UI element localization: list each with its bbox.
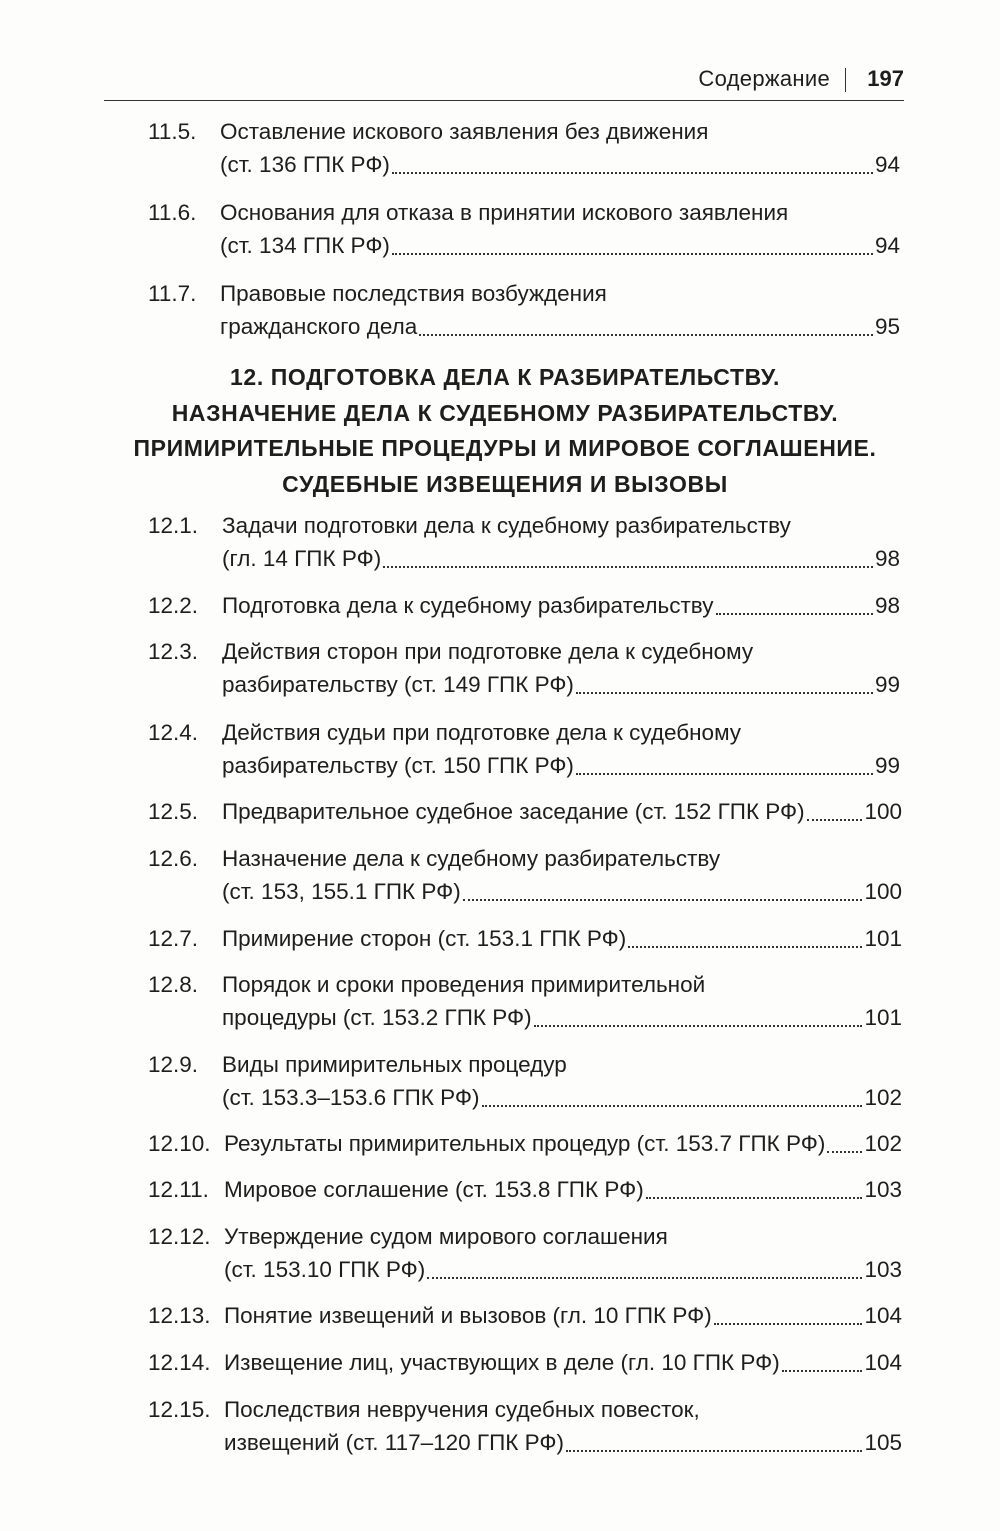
dot-leader — [392, 172, 873, 174]
entry-page-number: 104 — [864, 1350, 902, 1375]
entry-page-number: 105 — [864, 1430, 902, 1455]
entry-number: 12.2. — [148, 593, 199, 618]
entry-title: Виды примирительных процедур — [222, 1052, 567, 1077]
entry-number: 11.6. — [148, 200, 197, 225]
heading-line: ПРИМИРИТЕЛЬНЫЕ ПРОЦЕДУРЫ И МИРОВОЕ СОГЛАШЕНИЕ. — [133, 435, 877, 461]
entry-number: 12.9. — [148, 1052, 199, 1077]
dot-leader — [534, 1025, 863, 1027]
heading-line: 12. ПОДГОТОВКА ДЕЛА К РАЗБИРАТЕЛЬСТВУ. — [230, 364, 780, 390]
dot-leader — [646, 1197, 863, 1199]
entry-title: Утверждение судом мирового соглашения — [224, 1224, 668, 1249]
dot-leader — [392, 253, 873, 255]
entry-number: 12.7. — [148, 926, 199, 951]
entry-number: 12.3. — [148, 639, 199, 664]
entry-page-number: 99 — [874, 672, 900, 697]
entry-page-number: 99 — [874, 753, 900, 778]
entry-title-continuation: процедуры (ст. 153.2 ГПК РФ) — [222, 1005, 532, 1030]
dot-leader — [383, 566, 873, 568]
running-header — [104, 66, 904, 101]
entry-title: Действия судьи при подготовке дела к судебному — [222, 720, 742, 745]
entry-title: Оставление искового заявления без движения — [220, 119, 709, 144]
entry-title: Извещение лиц, участвующих в деле (гл. 10 ГПК РФ) — [224, 1350, 780, 1375]
entry-page-number: 95 — [874, 314, 900, 339]
entry-number: 12.5. — [148, 799, 199, 824]
entry-title: Подготовка дела к судебному разбирательству — [222, 593, 714, 618]
entry-title: Примирение сторон (ст. 153.1 ГПК РФ) — [222, 926, 627, 951]
entry-title: Результаты примирительных процедур (ст. 153.7 ГПК РФ) — [224, 1131, 826, 1156]
dot-leader — [827, 1151, 862, 1153]
entry-title: Предварительное судебное заседание (ст. 152 ГПК РФ) — [222, 799, 805, 824]
entry-page-number: 94 — [874, 233, 900, 258]
entry-number: 12.14. — [148, 1350, 211, 1375]
dot-leader — [576, 773, 873, 775]
entry-title-continuation: (гл. 14 ГПК РФ) — [222, 546, 382, 571]
dot-leader — [782, 1370, 863, 1372]
entry-title-continuation: (ст. 153.3–153.6 ГПК РФ) — [222, 1085, 480, 1110]
dot-leader — [566, 1450, 862, 1452]
entry-number: 12.13. — [148, 1303, 211, 1328]
entry-number: 12.8. — [148, 972, 199, 997]
dot-leader — [482, 1105, 863, 1107]
entry-page-number: 103 — [864, 1257, 902, 1282]
entry-title: Порядок и сроки проведения примирительной — [222, 972, 706, 997]
entry-number: 12.1. — [148, 513, 199, 538]
entry-number: 12.4. — [148, 720, 199, 745]
dot-leader — [714, 1323, 863, 1325]
entry-title: Понятие извещений и вызовов (гл. 10 ГПК РФ) — [224, 1303, 712, 1328]
entry-number: 12.15. — [148, 1397, 211, 1422]
dot-leader — [419, 334, 873, 336]
header-title: Содержание — [698, 66, 830, 91]
dot-leader — [628, 946, 862, 948]
dot-leader — [807, 819, 863, 821]
entry-page-number: 100 — [864, 799, 902, 824]
entry-page-number: 103 — [864, 1177, 902, 1202]
entry-number: 12.12. — [148, 1224, 211, 1249]
entry-title-continuation: (ст. 153.10 ГПК РФ) — [224, 1257, 426, 1282]
entry-title-continuation: извещений (ст. 117–120 ГПК РФ) — [224, 1430, 564, 1455]
entry-number: 11.5. — [148, 119, 197, 144]
entry-page-number: 98 — [874, 546, 900, 571]
heading-line: СУДЕБНЫЕ ИЗВЕЩЕНИЯ И ВЫЗОВЫ — [282, 470, 728, 497]
heading-line: НАЗНАЧЕНИЕ ДЕЛА К СУДЕБНОМУ РАЗБИРАТЕЛЬСТВУ. — [171, 399, 839, 426]
entry-title-continuation: гражданского дела — [220, 314, 418, 339]
entry-title: Назначение дела к судебному разбирательству — [222, 846, 721, 871]
entry-title: Задачи подготовки дела к судебному разбирательству — [222, 513, 791, 538]
entry-title-continuation: (ст. 136 ГПК РФ) — [220, 152, 390, 177]
entry-title: Правовые последствия возбуждения — [220, 281, 607, 306]
entry-page-number: 101 — [864, 926, 902, 951]
entry-number: 11.7. — [148, 281, 197, 306]
entry-title: Основания для отказа в принятии искового заявления — [220, 200, 789, 225]
entry-page-number: 94 — [874, 152, 900, 177]
dot-leader — [716, 613, 873, 615]
section-12-heading — [100, 360, 910, 502]
entry-page-number: 101 — [864, 1005, 902, 1030]
entry-page-number: 98 — [874, 593, 900, 618]
entry-title: Мировое соглашение (ст. 153.8 ГПК РФ) — [224, 1177, 644, 1202]
entry-title-continuation: (ст. 134 ГПК РФ) — [220, 233, 390, 258]
entry-title-continuation: (ст. 153, 155.1 ГПК РФ) — [222, 879, 461, 904]
entry-number: 12.10. — [148, 1131, 211, 1156]
dot-leader — [463, 899, 863, 901]
entry-page-number: 102 — [864, 1131, 902, 1156]
entry-title-continuation: разбирательству (ст. 149 ГПК РФ) — [222, 672, 574, 697]
header-separator — [845, 68, 847, 92]
entry-title: Последствия невручения судебных повесток, — [224, 1397, 700, 1422]
dot-leader — [576, 692, 873, 694]
entry-title-continuation: разбирательству (ст. 150 ГПК РФ) — [222, 753, 574, 778]
entry-page-number: 102 — [864, 1085, 902, 1110]
dot-leader — [427, 1277, 862, 1279]
header-page-number: 197 — [867, 66, 904, 91]
entry-page-number: 104 — [864, 1303, 902, 1328]
entry-number: 12.11. — [148, 1177, 209, 1202]
entry-page-number: 100 — [864, 879, 902, 904]
entry-number: 12.6. — [148, 846, 199, 871]
entry-title: Действия сторон при подготовке дела к судебному — [222, 639, 754, 664]
